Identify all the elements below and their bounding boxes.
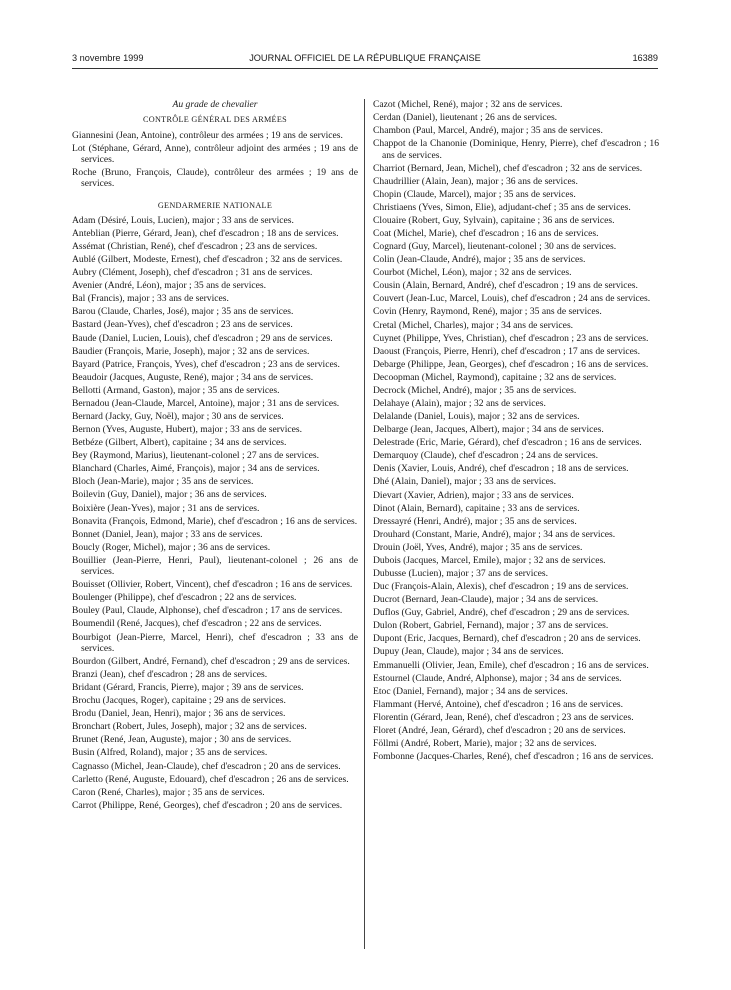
- list-item: Brochu (Jacques, Roger), capitaine ; 29 ans de services.: [72, 695, 286, 707]
- list-item: Baudier (François, Marie, Joseph), major ; 32 ans de services.: [72, 345, 310, 357]
- list-item: Assémat (Christian, René), chef d'escadron ; 23 ans de services.: [72, 241, 318, 252]
- list-item: Cognard (Guy, Marcel), lieutenant-colonel ; 30 ans de services.: [373, 241, 617, 253]
- list-item: Aublé (Gilbert, Modeste, Ernest), chef d'escadron ; 32 ans de services.: [72, 254, 343, 266]
- list-item: Bastard (Jean-Yves), chef d'escadron ; 23 ans de services.: [72, 319, 293, 331]
- list-item: Bellotti (Armand, Gaston), major ; 35 ans de services.: [72, 384, 280, 396]
- list-item: Dubusse (Lucien), major ; 37 ans de services.: [373, 568, 549, 580]
- list-item: Boumendil (René, Jacques), chef d'escadron ; 22 ans de services.: [72, 618, 322, 630]
- list-item: Cazot (Michel, René), major ; 32 ans de services.: [373, 99, 563, 110]
- list-item: Charriot (Bernard, Jean, Michel), chef d'escadron ; 32 ans de services.: [373, 162, 643, 174]
- list-item: Florentin (Gérard, Jean, René), chef d'escadron ; 23 ans de services.: [373, 711, 634, 723]
- list-item: Bloch (Jean-Marie), major ; 35 ans de services.: [72, 476, 254, 488]
- list-item: Carletto (René, Auguste, Edouard), chef d'escadron ; 26 ans de services.: [72, 773, 349, 785]
- list-item: Brodu (Daniel, Jean, Henri), major ; 36 ans de services.: [72, 708, 286, 720]
- list-item: Dressayré (Henri, André), major ; 35 ans de services.: [373, 515, 577, 527]
- list-item: Dinot (Alain, Bernard), capitaine ; 33 ans de services.: [373, 502, 580, 514]
- list-item: Busin (Alfred, Roland), major ; 35 ans de services.: [72, 747, 268, 759]
- list-item: Courbot (Michel, Léon), major ; 32 ans de services.: [373, 267, 572, 279]
- list-item: Baude (Daniel, Lucien, Louis), chef d'escadron ; 29 ans de services.: [72, 332, 333, 344]
- list-item: Covin (Henry, Raymond, René), major ; 35 ans de services.: [373, 306, 602, 318]
- list-item: Dupuy (Jean, Claude), major ; 34 ans de services.: [373, 646, 564, 658]
- list-item: Demarquoy (Claude), chef d'escadron ; 24 ans de services.: [373, 450, 598, 462]
- list-item: Cretal (Michel, Charles), major ; 34 ans de services.: [373, 319, 574, 331]
- list-item: Bonnet (Daniel, Jean), major ; 33 ans de services.: [72, 528, 263, 540]
- list-item: Duflos (Guy, Gabriel, André), chef d'escadron ; 29 ans de services.: [373, 607, 630, 619]
- list-item: Duc (François-Alain, Alexis), chef d'escadron ; 19 ans de services.: [373, 581, 629, 593]
- list-item: Delahaye (Alain), major ; 32 ans de services.: [373, 398, 546, 409]
- list-item: Delbarge (Jean, Jacques, Albert), major ; 34 ans de services.: [373, 424, 604, 436]
- list-item: Chambon (Paul, Marcel, André), major ; 35 ans de services.: [373, 125, 603, 137]
- list-item: Chaudrillier (Alain, Jean), major ; 36 ans de services.: [373, 175, 578, 187]
- list-item: Giannesini (Jean, Antoine), contrôleur des armées ; 19 ans de services.: [72, 129, 343, 141]
- section-heading-controle: CONTRÔLE GÉNÉRAL DES ARMÉES: [142, 115, 288, 125]
- left-column: [72, 99, 358, 813]
- list-item: Clouaire (Robert, Guy, Sylvain), capitaine ; 36 ans de services.: [373, 214, 615, 226]
- list-item: Dupont (Eric, Jacques, Bernard), chef d'escadron ; 20 ans de services.: [373, 633, 641, 645]
- list-item: Coat (Michel, Marie), chef d'escadron ; 16 ans de services.: [373, 227, 599, 239]
- list-item: Bridant (Gérard, Francis, Pierre), major ; 39 ans de services.: [72, 682, 304, 694]
- list-item: Boixière (Jean-Yves), major ; 31 ans de services.: [72, 502, 260, 514]
- list-item: Bayard (Patrice, François, Yves), chef d'escadron ; 23 ans de services.: [72, 358, 340, 370]
- list-item: Dhé (Alain, Daniel), major ; 33 ans de services.: [373, 476, 557, 488]
- list-item: Bronchart (Robert, Jules, Joseph), major ; 32 ans de services.: [72, 721, 307, 733]
- list-item: Brunet (René, Jean, Auguste), major ; 30 ans de services.: [72, 734, 292, 746]
- list-item: Bouillier (Jean-Pierre, Henri, Paul), lieutenant-colonel ; 26 ans de services.: [72, 554, 358, 578]
- right-column: [373, 99, 659, 764]
- gendarmerie-list-continued: [373, 99, 659, 762]
- list-item: Cousin (Alain, Bernard, André), chef d'escadron ; 19 ans de services.: [373, 280, 638, 292]
- list-item: Caron (René, Charles), major ; 35 ans de services.: [72, 786, 265, 798]
- list-item: Couvert (Jean-Luc, Marcel, Louis), chef d'escadron ; 24 ans de services.: [373, 293, 651, 305]
- list-item: Barou (Claude, Charles, José), major ; 35 ans de services.: [72, 306, 294, 318]
- list-item: Bourdon (Gilbert, André, Fernand), chef d'escadron ; 29 ans de services.: [72, 655, 350, 667]
- list-item: Drouhard (Constant, Marie, André), major ; 34 ans de services.: [373, 528, 616, 540]
- list-item: Daoust (François, Pierre, Henri), chef d'escadron ; 17 ans de services.: [373, 345, 641, 357]
- list-item: Chappot de la Chanonie (Dominique, Henry, Pierre), chef d'escadron ; 16 ans de services.: [373, 138, 659, 161]
- list-item: Bonavita (François, Edmond, Marie), chef d'escadron ; 16 ans de services.: [72, 515, 358, 527]
- list-item: Denis (Xavier, Louis, André), chef d'escadron ; 18 ans de services.: [373, 463, 629, 475]
- gendarmerie-list: [72, 215, 358, 811]
- header-journal-title: JOURNAL OFFICIEL DE LA RÉPUBLIQUE FRANÇAISE: [249, 53, 481, 63]
- list-item: Debarge (Philippe, Jean, Georges), chef d'escadron ; 16 ans de services.: [373, 358, 649, 370]
- list-item: Bey (Raymond, Marius), lieutenant-colonel ; 27 ans de services.: [72, 450, 319, 462]
- list-item: Bal (Francis), major ; 33 ans de services.: [72, 293, 229, 305]
- list-item: Anteblian (Pierre, Gérard, Jean), chef d'escadron ; 18 ans de services.: [72, 227, 339, 239]
- list-item: Fombonne (Jacques-Charles, René), chef d'escadron ; 16 ans de services.: [373, 751, 654, 763]
- list-item: Betbéze (Gilbert, Albert), capitaine ; 34 ans de services.: [72, 437, 287, 449]
- controle-list: [72, 130, 358, 190]
- list-item: Carrot (Philippe, René, Georges), chef d'escadron ; 20 ans de services.: [72, 799, 343, 811]
- list-item: Adam (Désiré, Louis, Lucien), major ; 33 ans de services.: [72, 214, 294, 226]
- list-item: Aubry (Clément, Joseph), chef d'escadron ; 31 ans de services.: [72, 267, 313, 279]
- list-item: Branzi (Jean), chef d'escadron ; 28 ans de services.: [72, 668, 268, 680]
- list-item: Boulenger (Philippe), chef d'escadron ; 22 ans de services.: [72, 592, 297, 604]
- column-divider: [364, 99, 365, 949]
- list-item: Blanchard (Charles, Aimé, François), major ; 34 ans de services.: [72, 463, 320, 475]
- list-item: Christiaens (Yves, Simon, Elie), adjudant-chef ; 35 ans de services.: [373, 201, 631, 213]
- header-date: 3 novembre 1999: [72, 53, 144, 63]
- list-item: Cagnasso (Michel, Jean-Claude), chef d'escadron ; 20 ans de services.: [72, 760, 341, 772]
- header-page-number: 16389: [632, 53, 658, 63]
- list-item: Boucly (Roger, Michel), major ; 36 ans de services.: [72, 541, 271, 553]
- grade-heading: Au grade de chevalier: [172, 99, 258, 110]
- list-item: Föllmi (André, Robert, Marie), major ; 32 ans de services.: [373, 738, 597, 750]
- list-item: Delalande (Daniel, Louis), major ; 32 ans de services.: [373, 411, 580, 423]
- list-item: Bernadou (Jean-Claude, Marcel, Antoine), major ; 31 ans de services.: [72, 397, 340, 409]
- section-heading-gendarmerie: GENDARMERIE NATIONALE: [157, 200, 273, 210]
- list-item: Bourbigot (Jean-Pierre, Marcel, Henri), chef d'escadron ; 33 ans de services.: [72, 631, 358, 654]
- list-item: Cerdan (Daniel), lieutenant ; 26 ans de services.: [373, 112, 558, 124]
- list-item: Dievart (Xavier, Adrien), major ; 33 ans de services.: [373, 489, 574, 501]
- list-item: Bouisset (Ollivier, Robert, Vincent), chef d'escadron ; 16 ans de services.: [72, 579, 353, 591]
- list-item: Decoopman (Michel, Raymond), capitaine ; 32 ans de services.: [373, 371, 617, 383]
- list-item: Decrock (Michel, André), major ; 35 ans de services.: [373, 384, 577, 396]
- list-item: Boilevin (Guy, Daniel), major ; 36 ans de services.: [72, 489, 267, 501]
- list-item: Drouin (Joël, Yves, André), major ; 35 ans de services.: [373, 541, 583, 553]
- list-item: Ducrot (Bernard, Jean-Claude), major ; 34 ans de services.: [373, 594, 599, 606]
- header-rule: [72, 68, 658, 69]
- list-item: Etoc (Daniel, Fernand), major ; 34 ans de services.: [373, 685, 568, 697]
- list-item: Emmanuelli (Olivier, Jean, Emile), chef d'escadron ; 16 ans de services.: [373, 659, 649, 671]
- list-item: Delestrade (Eric, Marie, Gérard), chef d'escadron ; 16 ans de services.: [373, 437, 642, 449]
- list-item: Beaudoir (Jacques, Auguste, René), major ; 34 ans de services.: [72, 371, 314, 383]
- page-header: [72, 53, 658, 67]
- list-item: Bernon (Yves, Auguste, Hubert), major ; 33 ans de services.: [72, 424, 303, 436]
- list-item: Roche (Bruno, François, Claude), contrôleur des armées ; 19 ans de services.: [72, 167, 358, 190]
- list-item: Avenier (André, Léon), major ; 35 ans de services.: [72, 280, 267, 292]
- list-item: Colin (Jean-Claude, André), major ; 35 ans de services.: [373, 254, 586, 266]
- list-item: Dubois (Jacques, Marcel, Emile), major ; 32 ans de services.: [373, 554, 606, 566]
- list-item: Dulon (Robert, Gabriel, Fernand), major ; 37 ans de services.: [373, 620, 609, 632]
- list-item: Bernard (Jacky, Guy, Noël), major ; 30 ans de services.: [72, 411, 284, 423]
- list-item: Lot (Stéphane, Gérard, Anne), contrôleur adjoint des armées ; 19 ans de services.: [72, 142, 358, 165]
- list-item: Estournel (Claude, André, Alphonse), major ; 34 ans de services.: [373, 672, 622, 684]
- list-item: Cuynet (Philippe, Yves, Christian), chef d'escadron ; 23 ans de services.: [373, 332, 649, 344]
- list-item: Bouley (Paul, Claude, Alphonse), chef d'escadron ; 17 ans de services.: [72, 605, 343, 617]
- list-item: Flammant (Hervé, Antoine), chef d'escadron ; 16 ans de services.: [373, 698, 624, 710]
- list-item: Floret (André, Jean, Gérard), chef d'escadron ; 20 ans de services.: [373, 724, 626, 736]
- list-item: Chopin (Claude, Marcel), major ; 35 ans de services.: [373, 188, 576, 200]
